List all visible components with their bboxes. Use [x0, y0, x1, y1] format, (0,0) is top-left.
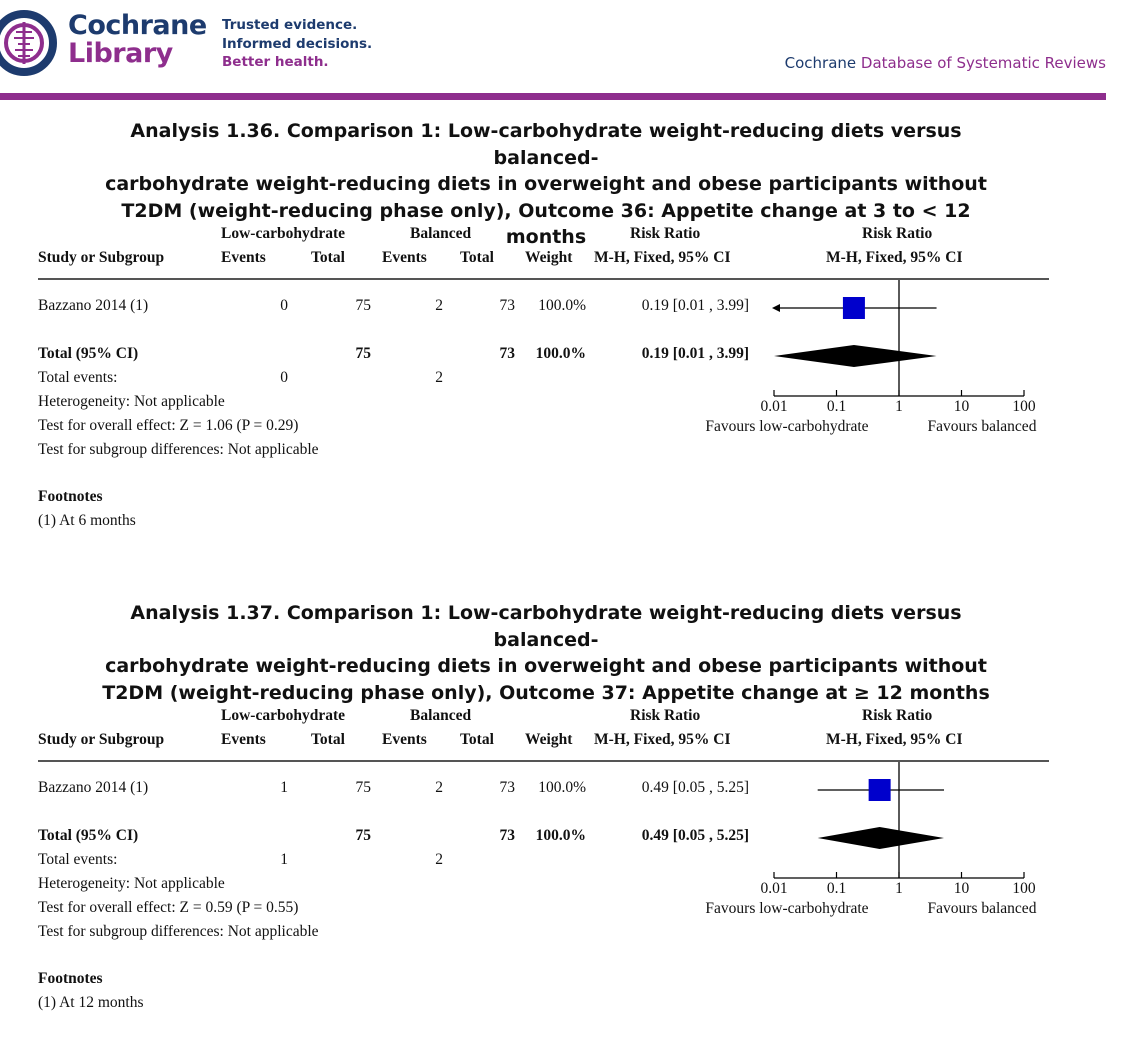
group1-header: Low-carbohydrate — [221, 225, 345, 242]
tagline-2: Informed decisions. — [222, 36, 373, 52]
total-events-balanced: 2 — [435, 369, 443, 386]
analysis-block — [0, 118, 1125, 548]
weight-column-header: Weight — [525, 249, 573, 266]
total-weight: 100.0% — [535, 345, 586, 362]
x-axis-tick-label: 100 — [1012, 398, 1036, 415]
forest-plot — [0, 118, 1125, 448]
header-divider — [0, 93, 1106, 100]
total-label: Total (95% CI) — [38, 827, 139, 844]
study-name: Bazzano 2014 (1) — [38, 297, 149, 314]
study-ci: 0.49 [0.05 , 5.25] — [641, 779, 749, 796]
total-label: Total (95% CI) — [38, 345, 139, 362]
plot-header: Risk Ratio — [862, 707, 933, 724]
total-weight: 100.0% — [535, 827, 586, 844]
x-axis-tick-label: 1 — [895, 398, 903, 415]
events1-column-header: Events — [221, 731, 266, 748]
x-axis-tick-label: 100 — [1012, 880, 1036, 897]
analysis-title-line: T2DM (weight-reducing phase only), Outcome 36: Appetite change at 3 to < 12 months — [121, 199, 971, 248]
footnotes-title: Footnotes — [38, 970, 103, 987]
study-estimate-square — [869, 779, 891, 801]
total-ci: 0.49 [0.05 , 5.25] — [641, 827, 749, 844]
database-title-prefix: Cochrane — [784, 54, 857, 72]
analysis-title-line: Analysis 1.36. Comparison 1: Low-carbohydrate weight-reducing diets versus balanced- — [130, 120, 962, 169]
total-ci: 0.19 [0.01 , 3.99] — [641, 345, 749, 362]
plot-header: Risk Ratio — [862, 225, 933, 242]
total-low-carb: 75 — [355, 345, 371, 362]
forest-plot — [0, 600, 1125, 930]
risk-ratio-header: Risk Ratio — [630, 225, 701, 242]
analysis-title-line: carbohydrate weight-reducing diets in overweight and obese participants without — [105, 173, 987, 195]
ci-arrow-left-icon — [772, 304, 780, 312]
subgroup-differences-text: Test for subgroup differences: Not applicable — [38, 441, 319, 458]
analysis-title-line: Analysis 1.37. Comparison 1: Low-carbohydrate weight-reducing diets versus balanced- — [130, 602, 962, 651]
x-axis-tick-label: 10 — [953, 880, 970, 897]
total-low-carb: 75 — [355, 827, 371, 844]
study-events-balanced: 2 — [435, 297, 443, 314]
x-axis-tick-label: 0.01 — [760, 880, 788, 897]
analysis-block — [0, 600, 1125, 1030]
brand-name-cochrane: Cochrane — [68, 10, 207, 41]
study-total-low-carb: 75 — [355, 297, 371, 314]
study-total-balanced: 73 — [499, 779, 515, 796]
study-total-balanced: 73 — [499, 297, 515, 314]
total-events-low-carb: 0 — [280, 369, 288, 386]
footnotes-title: Footnotes — [38, 488, 103, 505]
study-ci: 0.19 [0.01 , 3.99] — [641, 297, 749, 314]
total-events-label: Total events: — [38, 369, 118, 386]
cochrane-logo-icon — [0, 8, 62, 78]
total-events-balanced: 2 — [435, 851, 443, 868]
favours-right-label: Favours balanced — [927, 418, 1037, 435]
total2-column-header: Total — [460, 249, 494, 266]
analysis-title-line: carbohydrate weight-reducing diets in overweight and obese participants without — [105, 655, 987, 677]
total-events-low-carb: 1 — [280, 851, 288, 868]
x-axis-tick-label: 0.1 — [826, 880, 847, 897]
total1-column-header: Total — [311, 249, 345, 266]
subgroup-differences-text: Test for subgroup differences: Not applicable — [38, 923, 319, 940]
study-total-low-carb: 75 — [355, 779, 371, 796]
events2-column-header: Events — [382, 731, 427, 748]
footnote-text: (1) At 6 months — [38, 512, 136, 529]
ci-column-header: M-H, Fixed, 95% CI — [594, 731, 731, 748]
study-estimate-square — [843, 297, 865, 319]
group2-header: Balanced — [410, 707, 472, 724]
overall-effect-text: Test for overall effect: Z = 1.06 (P = 0.29) — [38, 417, 299, 434]
plot-method-header: M-H, Fixed, 95% CI — [826, 731, 963, 748]
ci-column-header: M-H, Fixed, 95% CI — [594, 249, 731, 266]
database-title-suffix: Database of Systematic Reviews — [860, 54, 1106, 72]
total-balanced: 73 — [499, 827, 515, 844]
overall-effect-text: Test for overall effect: Z = 0.59 (P = 0.55) — [38, 899, 299, 916]
x-axis-tick-label: 1 — [895, 880, 903, 897]
x-axis-tick-label: 0.1 — [826, 398, 847, 415]
analysis-title-line: T2DM (weight-reducing phase only), Outcome 37: Appetite change at ≥ 12 months — [102, 681, 990, 704]
heterogeneity-text: Heterogeneity: Not applicable — [38, 875, 225, 892]
total1-column-header: Total — [311, 731, 345, 748]
events1-column-header: Events — [221, 249, 266, 266]
study-weight: 100.0% — [538, 779, 586, 796]
database-title — [785, 54, 1106, 72]
favours-left-label: Favours low-carbohydrate — [705, 900, 869, 917]
study-events-low-carb: 1 — [280, 779, 288, 796]
study-name: Bazzano 2014 (1) — [38, 779, 149, 796]
study-column-header: Study or Subgroup — [38, 249, 165, 266]
tagline-3: Better health. — [222, 54, 329, 70]
group1-header: Low-carbohydrate — [221, 707, 345, 724]
plot-method-header: M-H, Fixed, 95% CI — [826, 249, 963, 266]
tagline-1: Trusted evidence. — [222, 17, 358, 33]
x-axis-tick-label: 0.01 — [760, 398, 788, 415]
brand-name-library: Library — [68, 38, 173, 69]
risk-ratio-header: Risk Ratio — [630, 707, 701, 724]
favours-right-label: Favours balanced — [927, 900, 1037, 917]
total-events-label: Total events: — [38, 851, 118, 868]
favours-left-label: Favours low-carbohydrate — [705, 418, 869, 435]
total-balanced: 73 — [499, 345, 515, 362]
study-events-low-carb: 0 — [280, 297, 288, 314]
x-axis-tick-label: 10 — [953, 398, 970, 415]
total2-column-header: Total — [460, 731, 494, 748]
group2-header: Balanced — [410, 225, 472, 242]
weight-column-header: Weight — [525, 731, 573, 748]
study-column-header: Study or Subgroup — [38, 731, 165, 748]
pooled-estimate-diamond — [818, 827, 944, 849]
heterogeneity-text: Heterogeneity: Not applicable — [38, 393, 225, 410]
study-weight: 100.0% — [538, 297, 586, 314]
study-events-balanced: 2 — [435, 779, 443, 796]
pooled-estimate-diamond — [774, 345, 937, 367]
footnote-text: (1) At 12 months — [38, 994, 144, 1011]
events2-column-header: Events — [382, 249, 427, 266]
